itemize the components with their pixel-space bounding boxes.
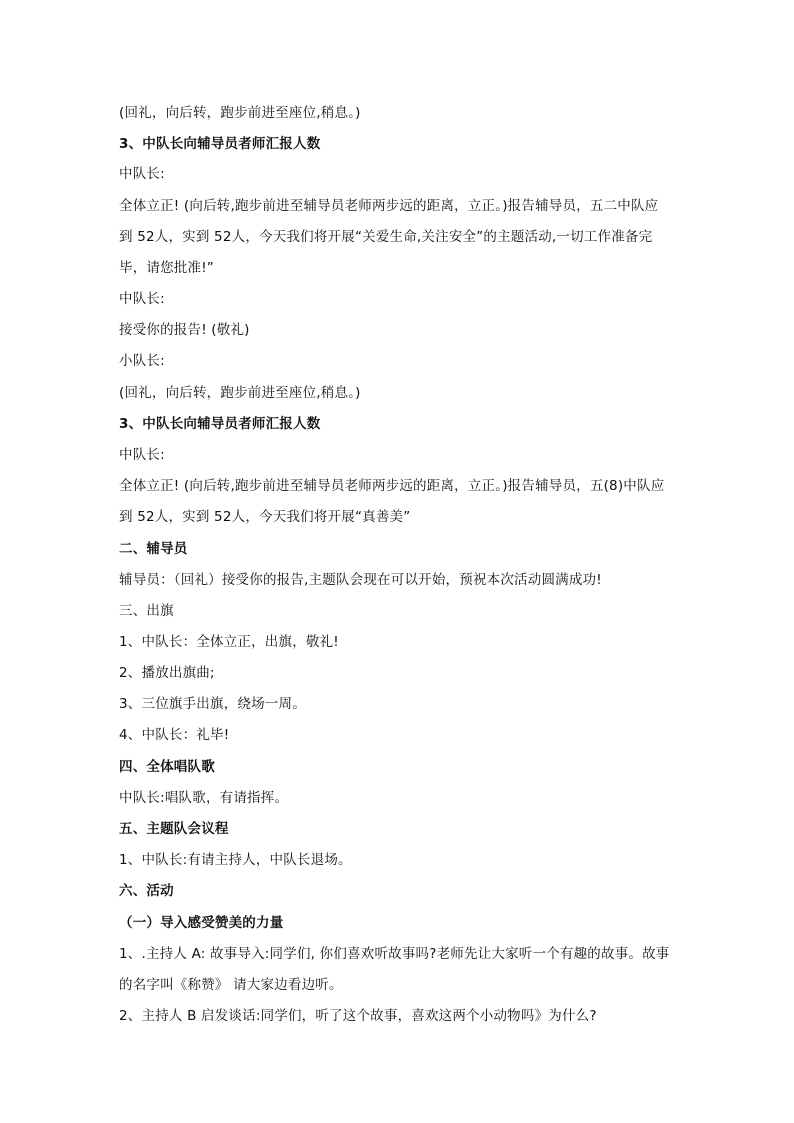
list-item: 1、.主持人 A: 故事导入:同学们, 你们喜欢听故事吗?老师先让大家听一个有趣的故事。故事	[119, 946, 670, 962]
text-line: 毕，请您批准!”	[119, 260, 215, 276]
section-heading: 五、主题队会议程	[119, 821, 229, 837]
list-item: 1、中队长:有请主持人，中队长退场。	[119, 852, 352, 868]
list-item: 2、主持人 B 启发谈话:同学们，听了这个故事，喜欢这两个小动物吗》为什么?	[119, 1008, 597, 1024]
text-line: 全体立正! (向后转,跑步前进至辅导员老师两步远的距离，立正。)报告辅导员，五(8)中队应	[119, 478, 665, 494]
text-line: 全体立正! (向后转,跑步前进至辅导员老师两步远的距离，立正。)报告辅导员，五二中队应	[119, 198, 659, 214]
section-heading: 六、活动	[119, 883, 174, 899]
list-item: 3、三位旗手出旗，绕场一周。	[119, 696, 306, 712]
text-line: 到 52人，实到 52人，今天我们将开展“真善美”	[119, 509, 411, 525]
list-item: 4、中队长：礼毕!	[119, 727, 230, 743]
speaker-label: 中队长:	[119, 166, 165, 182]
section-heading: 三、出旗	[119, 603, 174, 619]
section-heading: 二、辅导员	[119, 541, 188, 557]
text-line: 到 52人，实到 52人，今天我们将开展“关爱生命,关注安全”的主题活动,一切工作准备完	[119, 229, 653, 245]
speaker-label: 中队长:	[119, 291, 165, 307]
speaker-label: 中队长:	[119, 447, 165, 463]
text-line: 辅导员：（回礼）接受你的报告,主题队会现在可以开始，预祝本次活动圆满成功!	[119, 572, 602, 588]
text-line: (回礼，向后转，跑步前进至座位,稍息。)	[119, 385, 361, 401]
text-line: 中队长:唱队歌，有请指挥。	[119, 790, 289, 806]
section-heading: 四、全体唱队歌	[119, 759, 215, 775]
text-line: 的名字叫《称赞》 请大家边看边听。	[119, 977, 343, 993]
section-item: 3、中队长向辅导员者师汇报人数	[119, 136, 321, 152]
subsection-heading: （一）导入感受赞美的力量	[119, 915, 284, 931]
section-item: 3、中队长向辅导员者师汇报人数	[119, 416, 321, 432]
list-item: 2、播放出旗曲;	[119, 665, 215, 681]
text-line: (回礼，向后转，跑步前进至座位,稍息。)	[119, 105, 361, 121]
list-item: 1、中队长：全体立正，出旗，敬礼!	[119, 634, 339, 650]
text-line: 接受你的报告! (敬礼)	[119, 322, 250, 338]
speaker-label: 小队长:	[119, 353, 165, 369]
